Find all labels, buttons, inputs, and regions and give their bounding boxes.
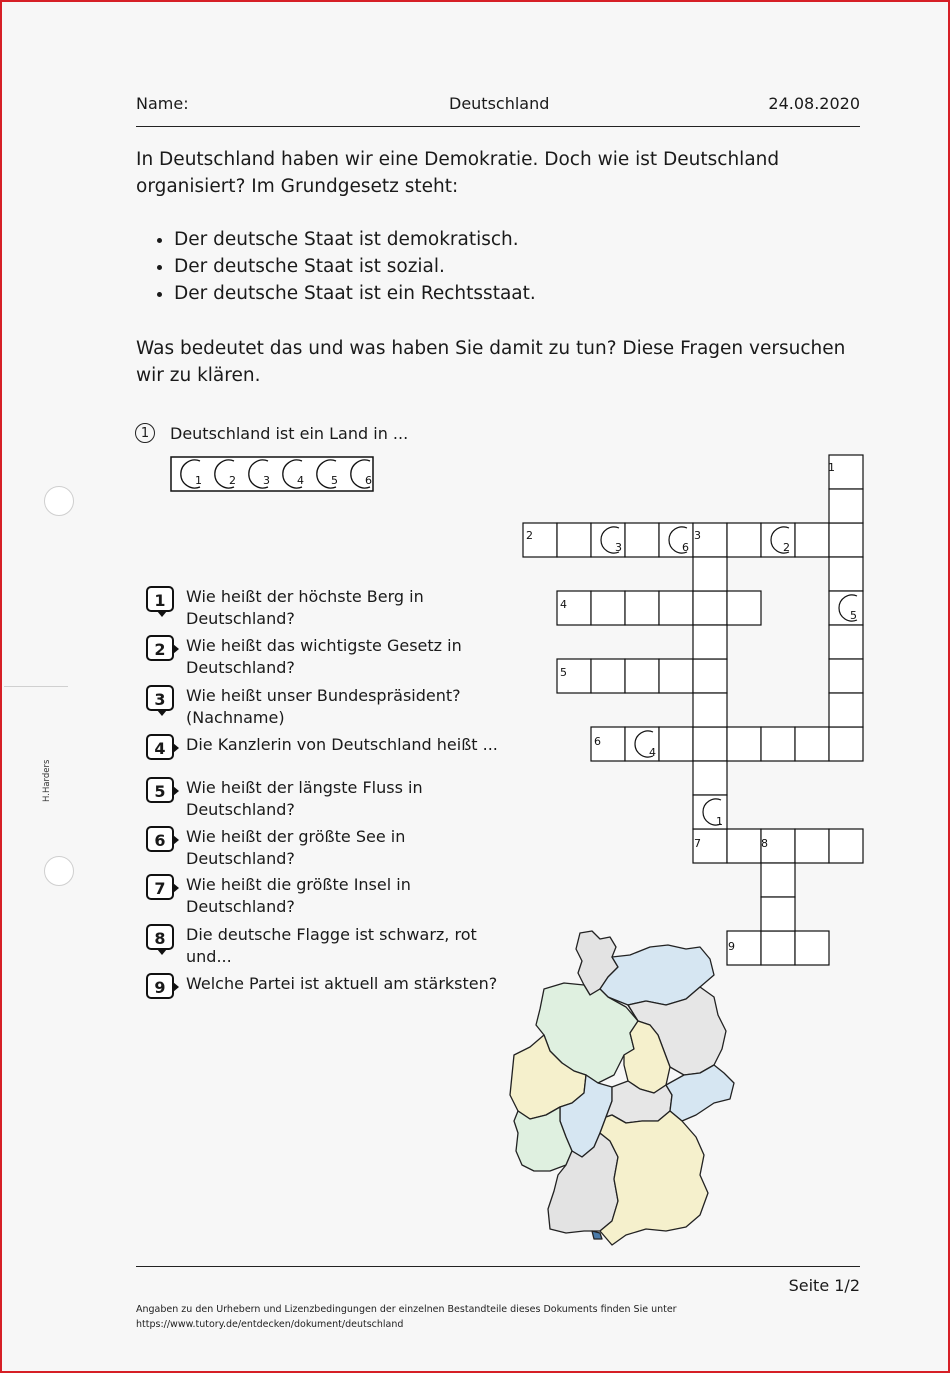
clue-number-4: 4 xyxy=(560,598,567,611)
question-number: 3 xyxy=(146,685,174,711)
solution-mark: 2 xyxy=(783,541,790,554)
clue-number-1: 1 xyxy=(828,461,835,474)
solution-index: 5 xyxy=(331,474,338,487)
clue-number-2: 2 xyxy=(526,529,533,542)
crossword-cell[interactable] xyxy=(625,523,659,557)
crossword-cell[interactable] xyxy=(761,727,795,761)
clue-number-7: 7 xyxy=(694,837,701,850)
crossword-cell[interactable] xyxy=(829,693,863,727)
crossword-cell[interactable] xyxy=(625,659,659,693)
crossword-cell[interactable] xyxy=(659,727,693,761)
question-text: Die deutsche Flagge ist schwarz, rot und... xyxy=(186,925,477,966)
question-number: 2 xyxy=(146,635,174,661)
solution-index: 2 xyxy=(229,474,236,487)
solution-mark: 5 xyxy=(850,609,857,622)
crossword-cell[interactable] xyxy=(829,659,863,693)
intro-paragraph-1: In Deutschland haben wir eine Demokratie. Doch wie ist Deutschland organisiert? Im Grundgesetz steht: xyxy=(136,149,780,197)
crossword-cell[interactable] xyxy=(795,829,829,863)
crossword-cell[interactable] xyxy=(829,727,863,761)
clue-number-6: 6 xyxy=(594,735,601,748)
list-item: • Der deutsche Staat ist sozial. xyxy=(174,253,536,280)
question-number: 6 xyxy=(146,826,174,852)
question-number: 4 xyxy=(146,734,174,760)
solution-mark: 3 xyxy=(615,541,622,554)
crossword-cell[interactable] xyxy=(693,761,727,795)
footer-attribution: Angaben zu den Urhebern und Lizenzbedingungen der einzelnen Bestandteile dieses Dokuments finden Sie unter xyxy=(136,1304,677,1315)
question-text: Wie heißt der größte See in Deutschland? xyxy=(186,827,406,868)
question-number: 5 xyxy=(146,777,174,803)
germany-map xyxy=(500,925,740,1250)
crossword-cell[interactable] xyxy=(829,625,863,659)
clue-number-5: 5 xyxy=(560,666,567,679)
crossword-cell[interactable] xyxy=(727,829,761,863)
crossword-cell[interactable] xyxy=(659,591,693,625)
crossword-cell[interactable] xyxy=(795,523,829,557)
question-number: 7 xyxy=(146,874,174,900)
list-item: • Der deutsche Staat ist ein Rechtsstaat. xyxy=(174,280,536,307)
solution-index: 6 xyxy=(365,474,372,487)
crossword-cell[interactable] xyxy=(693,557,727,591)
question-number: 9 xyxy=(146,973,174,999)
crossword-cell[interactable] xyxy=(693,693,727,727)
crossword-cell[interactable] xyxy=(591,591,625,625)
crossword-cell[interactable] xyxy=(693,625,727,659)
crossword-cell[interactable] xyxy=(795,931,829,965)
crossword-cell[interactable] xyxy=(727,727,761,761)
crossword-cell[interactable] xyxy=(727,523,761,557)
solution-mark: 4 xyxy=(649,746,656,759)
question-text: Wie heißt der längste Fluss in Deutschland? xyxy=(186,778,423,819)
clue-number-3: 3 xyxy=(694,529,701,542)
crossword-cell[interactable] xyxy=(693,591,727,625)
question-text: Wie heißt unser Bundespräsident? (Nachname) xyxy=(186,686,461,727)
name-label: Name: xyxy=(136,94,189,113)
crossword-cell[interactable] xyxy=(625,591,659,625)
solution-mark: 6 xyxy=(682,541,689,554)
solution-index: 1 xyxy=(195,474,202,487)
crossword-cell[interactable] xyxy=(591,659,625,693)
crossword-cell[interactable] xyxy=(795,727,829,761)
crossword-cell[interactable] xyxy=(761,863,795,897)
crossword-cell[interactable] xyxy=(829,489,863,523)
crossword-cell[interactable] xyxy=(693,727,727,761)
task-number: 1 xyxy=(135,423,155,443)
document-title: Deutschland xyxy=(449,94,550,113)
question-number: 8 xyxy=(146,924,174,950)
question-text: Wie heißt das wichtigste Gesetz in Deutschland? xyxy=(186,636,462,677)
crossword-cell[interactable] xyxy=(693,659,727,693)
question-text: Die Kanzlerin von Deutschland heißt ... xyxy=(186,735,498,754)
task-instruction: Deutschland ist ein Land in ... xyxy=(170,424,409,443)
crossword-cell[interactable] xyxy=(829,557,863,591)
crossword-cell[interactable] xyxy=(659,659,693,693)
document-date: 24.08.2020 xyxy=(768,94,860,113)
crossword-cell[interactable] xyxy=(727,591,761,625)
solution-index: 4 xyxy=(297,474,304,487)
footer-rule xyxy=(136,1266,860,1267)
list-item: • Der deutsche Staat ist demokratisch. xyxy=(174,226,536,253)
intro-paragraph-2: Was bedeutet das und was haben Sie damit zu tun? Diese Fragen versuchen wir zu klären. xyxy=(136,338,846,386)
solution-mark: 1 xyxy=(716,815,723,828)
footer-url[interactable]: https://www.tutory.de/entdecken/dokument/deutschland xyxy=(136,1319,404,1330)
clue-number-9: 9 xyxy=(728,940,735,953)
crossword-cell[interactable] xyxy=(829,829,863,863)
margin-author: H.Harders xyxy=(42,759,52,802)
question-number: 1 xyxy=(146,586,174,612)
crossword-cell[interactable] xyxy=(761,897,795,931)
question-text: Wie heißt die größte Insel in Deutschland? xyxy=(186,875,411,916)
crossword-cell[interactable] xyxy=(557,523,591,557)
solution-index: 3 xyxy=(263,474,270,487)
question-text: Wie heißt der höchste Berg in Deutschland? xyxy=(186,587,424,628)
question-text: Welche Partei ist aktuell am stärksten? xyxy=(186,974,498,993)
clue-number-8: 8 xyxy=(761,837,768,850)
crossword-cell[interactable] xyxy=(761,931,795,965)
page-number: Seite 1/2 xyxy=(788,1276,860,1295)
crossword-cell[interactable] xyxy=(829,523,863,557)
